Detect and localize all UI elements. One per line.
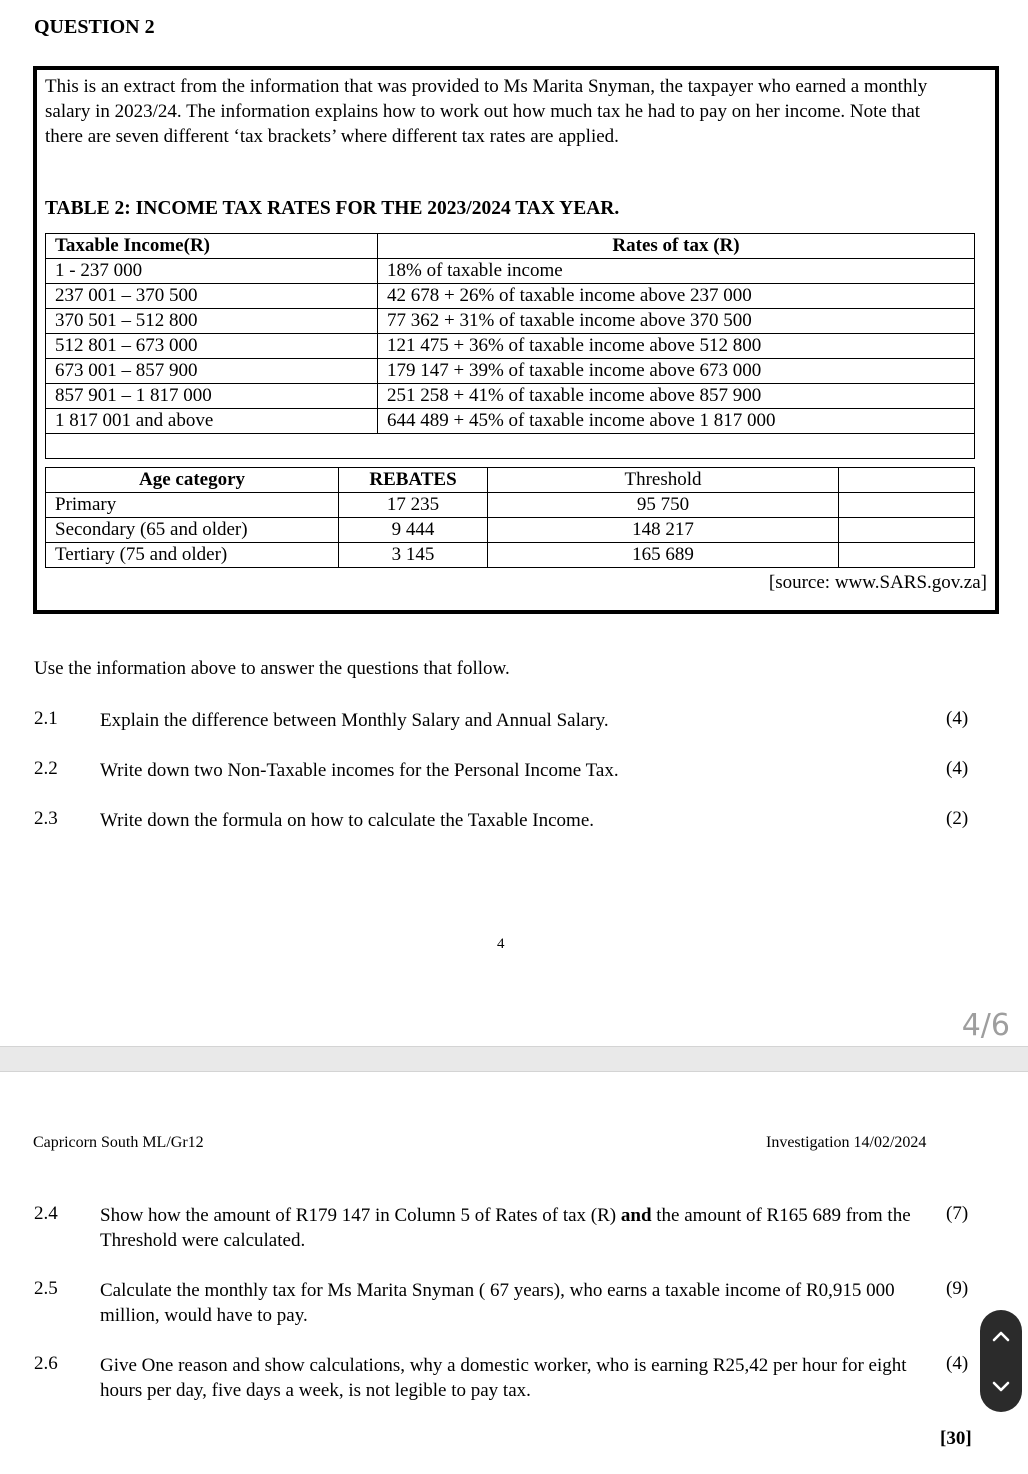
table-row xyxy=(46,518,975,543)
question-text: Calculate the monthly tax for Ms Marita Snyman ( 67 years), who earns a taxable income of R0,915 000 million, would have to pay. xyxy=(100,1280,895,1326)
table-cell: 9 444 xyxy=(339,518,488,543)
question-marks: (7) xyxy=(946,1203,969,1224)
total-marks: [30] xyxy=(940,1428,972,1449)
table-cell: 370 501 – 512 800 xyxy=(46,309,378,334)
column-header xyxy=(839,468,975,493)
table-cell: 251 258 + 41% of taxable income above 857 900 xyxy=(378,384,975,409)
page-divider xyxy=(0,1046,1028,1072)
table-cell: 237 001 – 370 500 xyxy=(46,284,378,309)
question-text: Give One reason and show calculations, why a domestic worker, who is earning R25,42 per hour for eight hours per day, five days a week, is not legible to pay tax. xyxy=(100,1355,907,1401)
question-title: QUESTION 2 xyxy=(34,16,155,38)
question-number: 2.3 xyxy=(34,808,58,829)
question-text-bold: and xyxy=(620,1205,652,1226)
question-number: 2.5 xyxy=(34,1278,58,1299)
question-marks: (4) xyxy=(946,1353,969,1374)
chevron-up-icon[interactable] xyxy=(991,1329,1011,1343)
question-text: Write down two Non-Taxable incomes for the Personal Income Tax. xyxy=(100,760,619,781)
table-row xyxy=(46,409,975,434)
question-marks: (4) xyxy=(946,758,969,779)
question-number: 2.2 xyxy=(34,758,58,779)
table-cell: 148 217 xyxy=(488,518,839,543)
question-marks: (4) xyxy=(946,708,969,729)
rebates-table xyxy=(45,467,975,568)
table-spacer-row xyxy=(46,434,975,459)
table-cell xyxy=(839,493,975,518)
column-header: Taxable Income(R) xyxy=(46,234,378,259)
table-cell: 1 - 237 000 xyxy=(46,259,378,284)
table-cell: 673 001 – 857 900 xyxy=(46,359,378,384)
table-cell: 165 689 xyxy=(488,543,839,568)
table-cell: 121 475 + 36% of taxable income above 512 800 xyxy=(378,334,975,359)
info-box xyxy=(33,66,999,614)
table-cell: 1 817 001 and above xyxy=(46,409,378,434)
table-cell: 17 235 xyxy=(339,493,488,518)
question-text: Write down the formula on how to calculate the Taxable Income. xyxy=(100,810,595,831)
table-row xyxy=(46,543,975,568)
column-header: Rates of tax (R) xyxy=(378,234,975,259)
table-cell xyxy=(839,518,975,543)
table-cell xyxy=(46,434,975,459)
table-cell: 179 147 + 39% of taxable income above 673 000 xyxy=(378,359,975,384)
tax-rates-table xyxy=(45,233,975,459)
table-row xyxy=(46,259,975,284)
table-cell: 644 489 + 45% of taxable income above 1 817 000 xyxy=(378,409,975,434)
table-cell: 42 678 + 26% of taxable income above 237 000 xyxy=(378,284,975,309)
table-row xyxy=(46,493,975,518)
question-marks: (2) xyxy=(946,808,969,829)
table-cell: 77 362 + 31% of taxable income above 370 500 xyxy=(378,309,975,334)
document-header-left: Capricorn South ML/Gr12 xyxy=(33,1134,204,1151)
question-text-part: Show how the amount of R179 147 in Column 5 of Rates of tax (R) xyxy=(100,1205,621,1226)
table-cell: 95 750 xyxy=(488,493,839,518)
question-text xyxy=(100,1203,920,1253)
table-cell: 3 145 xyxy=(339,543,488,568)
source-citation: [source: www.SARS.gov.za] xyxy=(768,572,987,593)
instruction-text: Use the information above to answer the questions that follow. xyxy=(34,658,510,679)
intro-text: This is an extract from the information that was provided to Ms Marita Snyman, the taxpayer who earned a monthly salary in 2023/24. The information explains how to work out how much tax he had to pay on her income. Note that there are seven different ‘tax brackets’ where different tax rates are applied. xyxy=(45,76,928,147)
question-number: 2.4 xyxy=(34,1203,58,1224)
table-row xyxy=(46,334,975,359)
table-header-row xyxy=(46,468,975,493)
table-row xyxy=(46,309,975,334)
document-header-right: Investigation 14/02/2024 xyxy=(766,1134,927,1151)
column-header: Threshold xyxy=(488,468,839,493)
question-text-part: the amount of R165 689 from the Threshold were calculated. xyxy=(100,1205,911,1251)
table-header-row xyxy=(46,234,975,259)
table-cell: 857 901 – 1 817 000 xyxy=(46,384,378,409)
question-marks: (9) xyxy=(946,1278,969,1299)
column-header: REBATES xyxy=(339,468,488,493)
page-counter: 4/6 xyxy=(961,1008,1010,1043)
page-number: 4 xyxy=(497,936,505,952)
page-navigation xyxy=(980,1310,1022,1412)
table-row xyxy=(46,284,975,309)
table-cell: Secondary (65 and older) xyxy=(46,518,339,543)
column-header: Age category xyxy=(46,468,339,493)
table-cell: 512 801 – 673 000 xyxy=(46,334,378,359)
table-cell: 18% of taxable income xyxy=(378,259,975,284)
table-cell: Tertiary (75 and older) xyxy=(46,543,339,568)
table-cell: Primary xyxy=(46,493,339,518)
question-number: 2.6 xyxy=(34,1353,58,1374)
question-number: 2.1 xyxy=(34,708,58,729)
table-row xyxy=(46,384,975,409)
table-cell xyxy=(839,543,975,568)
table-row xyxy=(46,359,975,384)
question-text: Explain the difference between Monthly Salary and Annual Salary. xyxy=(100,710,609,731)
chevron-down-icon[interactable] xyxy=(991,1380,1011,1394)
table-title: TABLE 2: INCOME TAX RATES FOR THE 2023/2024 TAX YEAR. xyxy=(45,198,620,219)
